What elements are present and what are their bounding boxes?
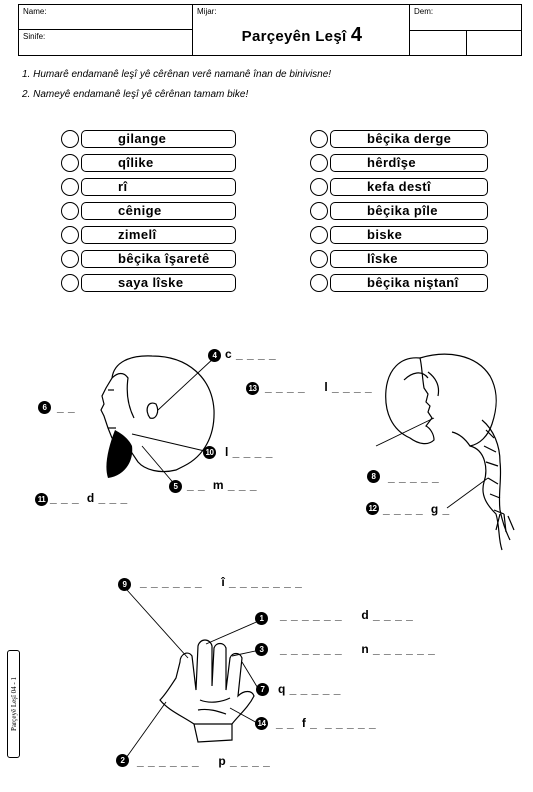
- mijar-label: Mijar:: [197, 7, 217, 16]
- word-label: gilange: [81, 130, 236, 148]
- word-label: cênige: [81, 202, 236, 220]
- answer-blank-2[interactable]: _ _ _ _ _ _ p _ _ _ _: [137, 754, 271, 768]
- marker-5: 5: [169, 480, 182, 493]
- word-label: kefa destî: [330, 178, 488, 196]
- word-label: bêçika pîle: [330, 202, 488, 220]
- answer-blank-4[interactable]: c _ _ _ _: [225, 347, 277, 361]
- word-label: qîlike: [81, 154, 236, 172]
- answer-blank-10[interactable]: l _ _ _ _: [225, 445, 273, 459]
- answer-blank-14[interactable]: _ _ f _ _ _ _ _ _: [276, 716, 377, 730]
- title-text: Parçeyên Leşî: [241, 28, 347, 45]
- marker-11: 11: [35, 493, 48, 506]
- worksheet-code-tag: [7, 650, 20, 758]
- marker-4: 4: [208, 349, 221, 362]
- marker-2: 2: [116, 754, 129, 767]
- word-label: hêrdîşe: [330, 154, 488, 172]
- answer-blank-13[interactable]: _ _ _ _ l _ _ _ _: [265, 380, 373, 394]
- class-label: Sinife:: [23, 32, 46, 41]
- word-label: bêçika niştanî: [330, 274, 488, 292]
- marker-7: 7: [256, 683, 269, 696]
- marker-6: 6: [38, 401, 51, 414]
- answer-blank-6[interactable]: _ _: [57, 400, 76, 414]
- beard-shape: [106, 430, 132, 478]
- answer-blank-5[interactable]: _ _ m _ _ _: [187, 478, 258, 492]
- marker-1: 1: [255, 612, 268, 625]
- answer-blank-11[interactable]: _ _ _ d _ _ _: [50, 491, 128, 505]
- marker-8: 8: [367, 470, 380, 483]
- answer-blank-7[interactable]: q _ _ _ _ _: [278, 682, 341, 696]
- answer-blank-3[interactable]: _ _ _ _ _ _ n _ _ _ _ _ _: [280, 642, 436, 656]
- answer-blank-12[interactable]: _ _ _ _ g _: [383, 502, 450, 516]
- word-label: biske: [330, 226, 488, 244]
- word-label: lîske: [330, 250, 488, 268]
- woman-head-drawing: [386, 354, 514, 550]
- marker-12: 12: [366, 502, 379, 515]
- dem-label: Dem:: [414, 7, 434, 16]
- name-label: Name:: [23, 7, 47, 16]
- answer-blank-8[interactable]: _ _ _ _ _: [388, 470, 440, 484]
- instruction-1: 1. Humarê endamanê leşî yê cêrênan verê namanê înan de binivisne!: [22, 69, 332, 80]
- marker-9: 9: [118, 578, 131, 591]
- marker-14: 14: [255, 717, 268, 730]
- answer-blank-1[interactable]: _ _ _ _ _ _ d _ _ _ _: [280, 608, 414, 622]
- title-number: 4: [350, 24, 363, 46]
- hand-drawing: [160, 640, 254, 742]
- word-label: bêçika derge: [330, 130, 488, 148]
- marker-13: 13: [246, 382, 259, 395]
- word-label: saya lîske: [81, 274, 236, 292]
- worksheet-code: Parçeyê Leşî 04 - 1: [9, 676, 18, 732]
- word-label: rî: [81, 178, 236, 196]
- word-label: zimelî: [81, 226, 236, 244]
- marker-10: 10: [203, 446, 216, 459]
- instruction-2: 2. Nameyê endamanê leşî yê cêrênan tamam bike!: [22, 89, 249, 100]
- word-label: bêçika îşaretê: [81, 250, 236, 268]
- marker-3: 3: [255, 643, 268, 656]
- answer-blank-9[interactable]: _ _ _ _ _ _ î _ _ _ _ _ _ _: [140, 575, 303, 589]
